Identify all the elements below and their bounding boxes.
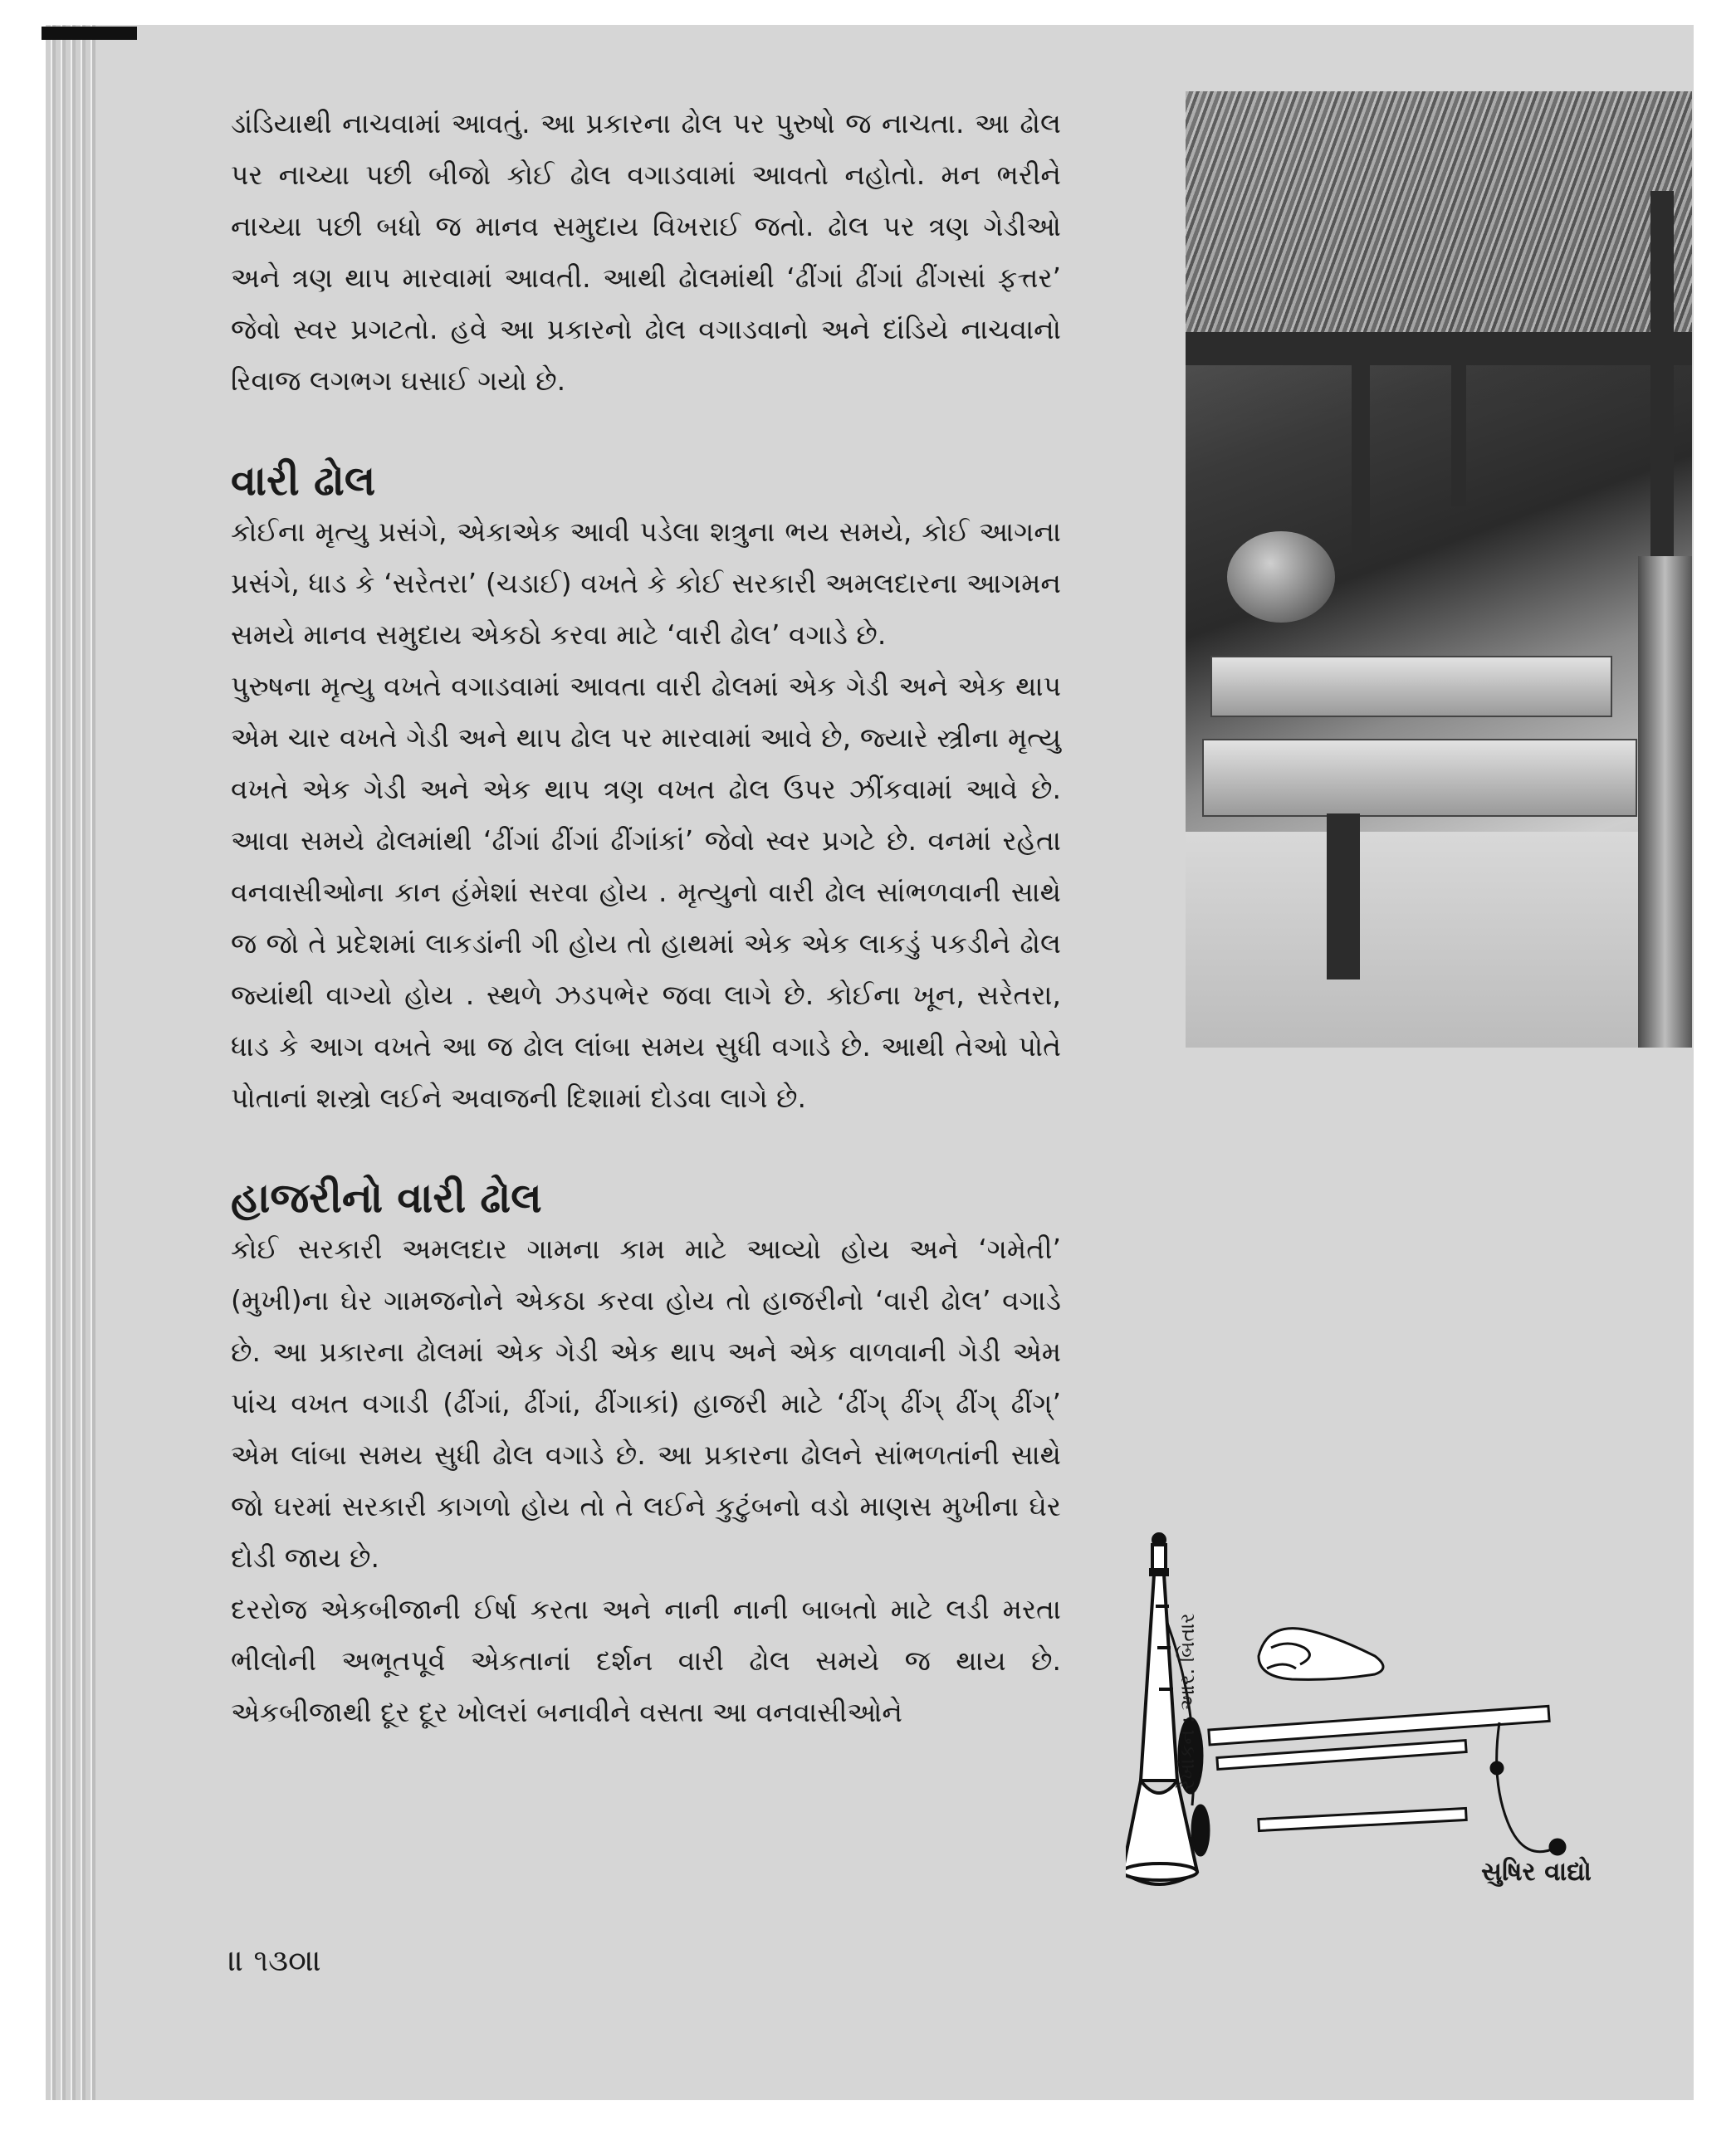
heading-vari-dhol: વારી ઢોલ	[231, 457, 376, 505]
conch-shell	[1259, 1629, 1383, 1680]
ground	[1186, 832, 1692, 1048]
platform-leg	[1327, 813, 1360, 980]
main-text-column	[231, 98, 1061, 1738]
wooden-post	[1352, 340, 1370, 556]
paragraph-3: પુરુષના મૃત્યુ વખતે વગાડવામાં આવતા વારી ઢોલમાં એક ગેડી અને એક થાપ એમ ચાર વખતે ગેડી અને થાપ ઢોલ પર મારવામાં આવે છે, જ્યારે સ્ત્રીના મૃત્યુ વખતે એક ગેડી અને એક થાપ ત્રણ વખત ઢોલ ઉપર ઝીંકવામાં આવે છે. આવા સમયે ઢોલમાંથી ‘ઢીંગાં ઢીંગાં ઢીંગાંકાં’ જેવો સ્વર પ્રગટે છે. વનમાં રહેતા વનવાસીઓના કાન હંમેશાં સરવા હોય . મૃત્યુનો વારી ઢોલ સાંભળવાની સાથે જ જો તે પ્રદેશમાં લાકડાંની ગી હોય તો હાથમાં એક એક લાકડું પકડીને ઢોલ જ્યાંથી વાગ્યો હોય . સ્થળે ઝડપભેર જવા લાગે છે. કોઈના ખૂન, સરેતરા, ધાડ કે આગ વખતે આ જ ઢોલ લાંબા સમય સુધી વગાડે છે. આથી તેઓ પોતે પોતાનાં શસ્ત્રો લઈને અવાજની દિશામાં દોડવા લાગે છે.	[231, 670, 1062, 1114]
beaded-string	[1491, 1722, 1565, 1854]
standing-person	[1638, 556, 1692, 1048]
illustrator-credit: રેખાંકન : આર. બિતાર	[1176, 1613, 1199, 1790]
paragraph-2: કોઈના મૃત્યુ પ્રસંગે, એકાએક આવી પડેલા શત્રુના ભય સમયે, કોઈ આગના પ્રસંગે, ધાડ કે ‘સરેતરા’ (ચડાઈ) વખતે કે કોઈ સરકારી અમલદારના આગમન સમયે માનવ સમુદાય એકઠો કરવા માટે ‘વારી ઢોલ’ વગાડે છે.	[231, 515, 1061, 651]
thatched-roof	[1186, 91, 1692, 340]
wooden-post	[1451, 340, 1466, 506]
roof-beam	[1186, 332, 1692, 365]
wooden-platform	[1202, 739, 1637, 817]
paragraph-5: દરરોજ એકબીજાની ઈર્ષા કરતા અને નાની નાની બાબતો માટે લડી મરતા ભીલોની અભૂતપૂર્વ એકતાનાં દર્શન વારી ઢોલ સમયે જ થાય છે. એકબીજાથી દૂર દૂર ખોલરાં બનાવીને વસતા આ વનવાસીઓને	[231, 1593, 1061, 1728]
paragraph-4: કોઈ સરકારી અમલદાર ગામના કામ માટે આવ્યો હોય અને ‘ગમેતી’ (મુખી)ના ઘેર ગામજનોને એકઠા કરવા હોય તો હાજરીનો ‘વારી ઢોલ’ વગાડે છે. આ પ્રકારના ઢોલમાં એક ગેડી એક થાપ અને એક વાળવાની ગેડી એમ પાંચ વખત વગાડી (ઢીંગાં, ઢીંગાં, ઢીંગાકાં) હાજરી માટે ‘ઢીંગ્ ઢીંગ્ ઢીંગ્ ઢીંગ્’ એમ લાંબા સમય સુધી ઢોલ વગાડે છે. આ પ્રકારના ઢોલને સાંભળતાંની સાથે જો ઘરમાં સરકારી કાગળો હોય તો તે લઈને કુટુંબનો વડો માણસ મુખીના ઘેર દોડી જાય છે.	[231, 1233, 1061, 1574]
page-number: ॥ ૧૩૦॥	[228, 1944, 322, 1978]
book-page-edges	[46, 25, 95, 2100]
clay-pot	[1227, 531, 1335, 623]
paragraph-1: ડાંડિયાથી નાચવામાં આવતું. આ પ્રકારના ઢોલ પર પુરુષો જ નાચતા. આ ઢોલ પર નાચ્યા પછી બીજો કોઈ ઢોલ વગાડવામાં આવતો નહોતો. મન ભરીને નાચ્યા પછી બધો જ માનવ સમુદાય વિખરાઈ જતો. ઢોલ પર ત્રણ ગેડીઓ અને ત્રણ થાપ મારવામાં આવતી. આથી ઢોલમાંથી ‘ઢીંગાં ઢીંગાં ઢીંગસાં ફત્તર’ જેવો સ્વર પ્રગટતો. હવે આ પ્રકારનો ઢોલ વગાડવાનો અને દાંડિયે નાચવાનો રિવાજ લગભગ ઘસાઈ ગયો છે.	[231, 107, 1061, 397]
book-corner-shadow	[42, 27, 137, 40]
village-hut-photo	[1186, 91, 1692, 1048]
heading-hajri-vari-dhol: હાજરીનો વારી ઢોલ	[231, 1174, 542, 1222]
figure-caption: સુષિર વાદ્યો	[1481, 1857, 1592, 1887]
wooden-platform	[1210, 656, 1612, 717]
